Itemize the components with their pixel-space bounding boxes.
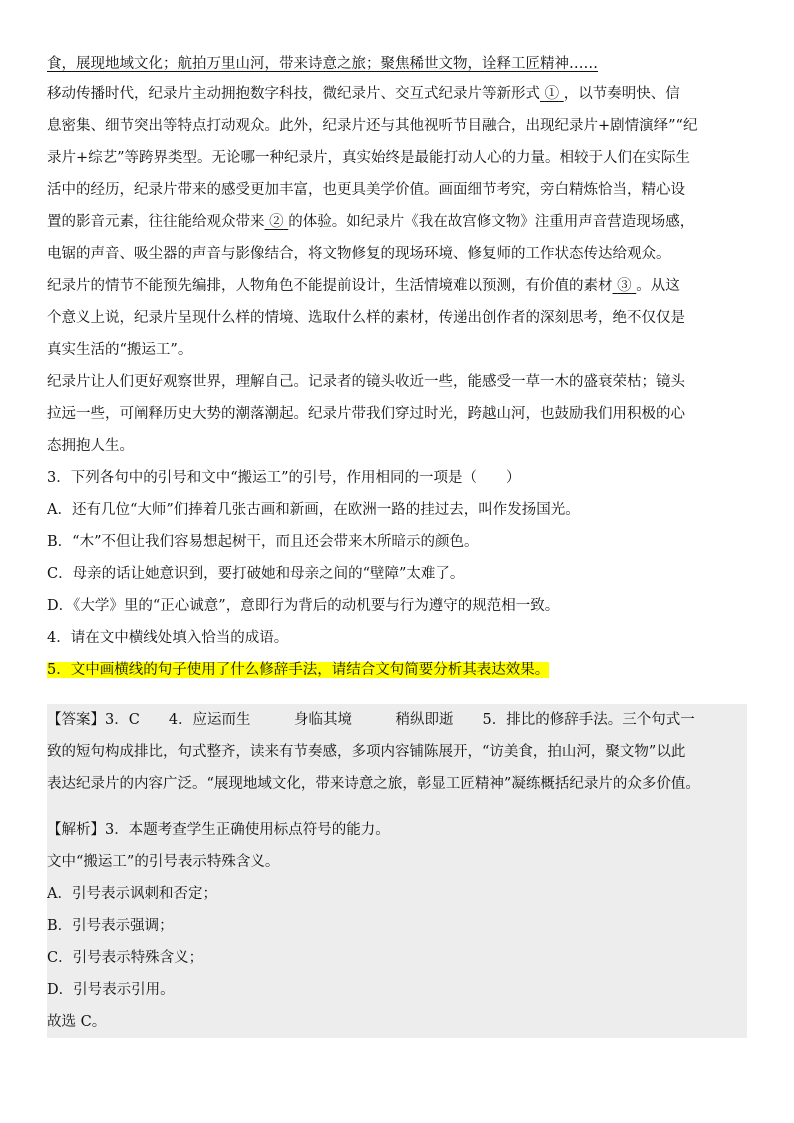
highlighted-question: 5．文中画横线的句子使用了什么修辞手法，请结合文句简要分析其表达效果。 <box>47 662 550 678</box>
passage-p2-line3: 真实生活的“搬运工”。 <box>47 342 193 358</box>
question-3: 3．下列各句中的引号和文中“搬运工”的引号，作用相同的一项是（ ） <box>47 470 521 486</box>
question-3-option-a: A．还有几位“大师”们捧着几张古画和新画，在欧洲一路的挂过去，叫作发扬国光。 <box>47 502 580 518</box>
answer-line2: 致的短句构成排比，句式整齐，读来有节奏感，多项内容铺陈展开，“访美食，拍山河，聚文物”以此 <box>47 744 686 760</box>
blank-label: ③ <box>617 278 632 294</box>
passage-p1-line2: 息密集、细节突出等特点打动观众。此外，纪录片还与其他视听节目融合，出现纪录片+剧情演绎”“纪 <box>47 118 698 134</box>
analysis-line1: 【解析】3．本题考查学生正确使用标点符号的能力。 <box>47 822 390 838</box>
text-segment: 。从这 <box>636 278 680 294</box>
blank-label: ② <box>269 214 284 230</box>
answer-line3: 表达纪录片的内容广泛。“展现地域文化，带来诗意之旅，彰显工匠精神”凝练概括纪录片的众多价值。 <box>47 776 700 792</box>
passage-p1-line5 <box>47 206 747 238</box>
analysis-conclusion: 故选 C。 <box>47 1014 107 1030</box>
text-segment: 的体验。如纪录片《我在故宫修文物》注重用声音营造现场感， <box>288 214 695 230</box>
question-3-option-b: B．“木”不但让我们容易想起树干，而且还会带来木所暗示的颜色。 <box>47 534 479 550</box>
passage-p2-line2: 个意义上说，纪录片呈现什么样的情境、选取什么样的素材，传递出创作者的深刻思考，绝不仅仅是 <box>47 310 685 326</box>
question-4: 4．请在文中横线处填入恰当的成语。 <box>47 630 289 646</box>
question-3-option-c: C．母亲的话让她意识到，要打破她和母亲之间的“壁障”太难了。 <box>47 566 465 582</box>
analysis-option-b: B．引号表示强调； <box>47 918 174 934</box>
analysis-option-c: C．引号表示特殊含义； <box>47 950 204 966</box>
spacer <box>47 800 747 814</box>
analysis-line2: 文中“搬运工”的引号表示特殊含义。 <box>47 854 280 870</box>
answer-line1: 【答案】3．C 4．应运而生 身临其境 稍纵即逝 5．排比的修辞手法。三个句式一 <box>47 712 695 728</box>
document-page <box>47 50 747 1038</box>
analysis-section <box>47 814 747 1038</box>
passage-p2-line1 <box>47 270 747 302</box>
passage-p1-line3: 录片+综艺”等跨界类型。无论哪一种纪录片，真实始终是最能打动人心的力量。相较于人们在实际生 <box>47 150 691 166</box>
underlined-sentence: 食，展现地域文化；航拍万里山河，带来诗意之旅；聚焦稀世文物，诠释工匠精神…… <box>47 56 598 72</box>
blank-1 <box>540 86 564 102</box>
blank-label: ① <box>544 86 560 102</box>
passage-p3-line1: 纪录片让人们更好观察世界，理解自己。记录者的镜头收近一些，能感受一草一木的盛衰荣枯；镜头 <box>47 374 685 390</box>
question-3-option-d: D．《大学》里的“正心诚意”，意即行为背后的动机要与行为遵守的规范相一致。 <box>47 598 560 614</box>
spacer <box>47 686 747 704</box>
blank-2 <box>265 214 289 230</box>
passage-p1-line1 <box>47 78 747 110</box>
question-5 <box>47 654 747 686</box>
answer-section <box>47 704 747 800</box>
passage-p1-line6: 电锯的声音、吸尘器的声音与影像结合，将文物修复的现场环境、修复师的工作状态传达给观众。 <box>47 246 671 262</box>
passage-p3-line3: 态拥抱人生。 <box>47 438 134 454</box>
text-segment: 置的影音元素，往往能给观众带来 <box>47 214 265 230</box>
passage-p3-line2: 拉远一些，可阐释历史大势的潮落潮起。纪录片带我们穿过时光，跨越山河，也鼓励我们用积极的心 <box>47 406 685 422</box>
text-segment: 纪录片的情节不能预先编排，人物角色不能提前设计，生活情境难以预测，有价值的素材 <box>47 278 613 294</box>
text-segment: ，以节奏明快、信 <box>563 86 680 102</box>
analysis-option-d: D．引号表示引用。 <box>47 982 175 998</box>
passage-p1-line4: 活中的经历，纪录片带来的感受更加丰富，也更具美学价值。画面细节考究，旁白精炼恰当，精心设 <box>47 182 685 198</box>
text-segment: 移动传播时代，纪录片主动拥抱数字科技，微纪录片、交互式纪录片等新形式 <box>47 86 540 102</box>
analysis-option-a: A．引号表示讽刺和否定； <box>47 886 217 902</box>
blank-3 <box>613 278 637 294</box>
